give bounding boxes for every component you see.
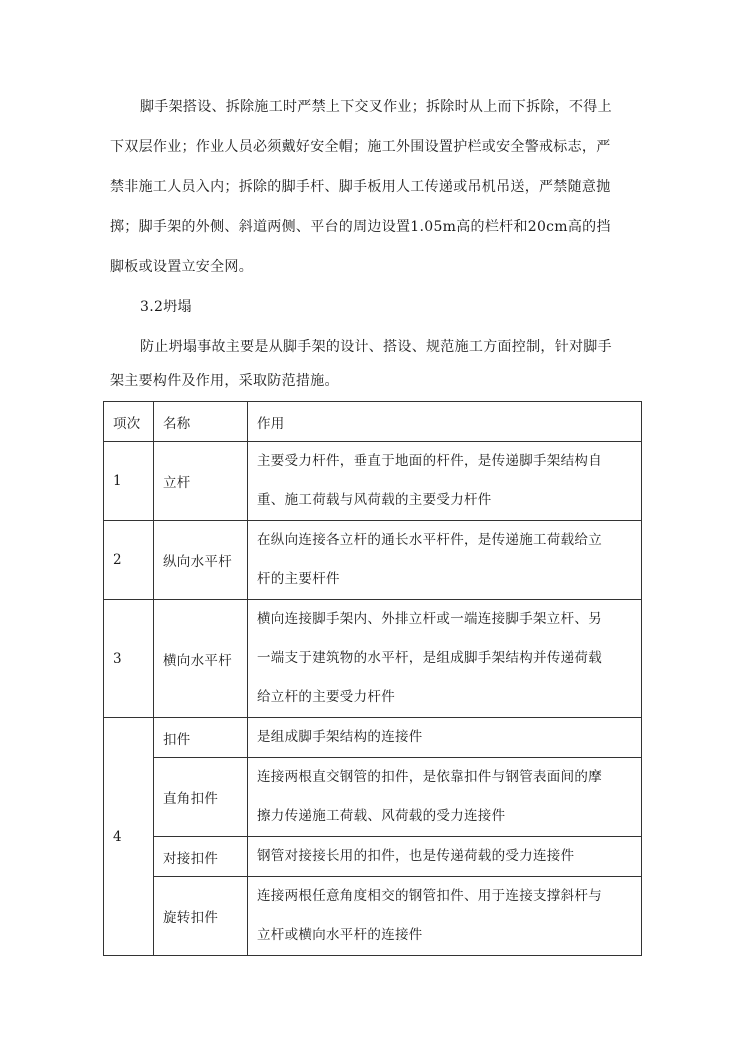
row-number: 3 [104, 600, 154, 718]
table-row [104, 837, 642, 877]
row-name: 旋转扣件 [154, 877, 248, 956]
desc-line: 擦力传递施工荷载、风荷载的受力连接件 [257, 808, 506, 824]
desc-line: 横向连接脚手架内、外排立杆或一端连接脚手架立杆、另 [257, 611, 602, 627]
text-line: 脚手架搭设、拆除施工时严禁上下交叉作业；拆除时从上而下拆除，不得上 [140, 99, 612, 115]
desc-line: 杆的主要杆件 [257, 571, 340, 587]
table-row [104, 521, 642, 600]
row-number: 2 [104, 521, 154, 600]
row-desc [248, 521, 642, 600]
row-number: 1 [104, 442, 154, 521]
desc-line: 主要受力杆件，垂直于地面的杆件，是传递脚手架结构自 [257, 453, 602, 469]
row-desc [248, 600, 642, 718]
table-row [104, 758, 642, 837]
desc-line: 连接两根任意角度相交的钢管扣件、用于连接支撑斜杆与 [257, 888, 602, 904]
desc-line: 给立杆的主要受力杆件 [257, 689, 395, 705]
row-name: 横向水平杆 [154, 600, 248, 718]
row-desc [248, 837, 642, 877]
row-name: 直角扣件 [154, 758, 248, 837]
text-line: 架主要构件及作用，采取防范措施。 [110, 373, 339, 389]
desc-line: 钢管对接接长用的扣件，也是传递荷载的受力连接件 [257, 848, 575, 864]
desc-line: 一端支于建筑物的水平杆，是组成脚手架结构并传递荷载 [257, 650, 602, 666]
row-number: 4 [104, 718, 154, 956]
text-line: 下双层作业；作业人员必须戴好安全帽；施工外围设置护栏或安全警戒标志，严 [110, 139, 611, 155]
header-cell: 作用 [248, 402, 642, 442]
row-desc [248, 758, 642, 837]
table-row [104, 442, 642, 521]
text-line: 禁非施工人员入内；拆除的脚手杆、脚手板用人工传递或吊机吊送，严禁随意抛 [110, 179, 611, 195]
row-name: 对接扣件 [154, 837, 248, 877]
row-name: 立杆 [154, 442, 248, 521]
header-cell: 项次 [104, 402, 154, 442]
desc-line: 连接两根直交钢管的扣件，是依靠扣件与钢管表面间的摩 [257, 769, 602, 785]
section-heading: 3.2坍塌 [140, 299, 192, 315]
row-name: 纵向水平杆 [154, 521, 248, 600]
row-desc [248, 442, 642, 521]
table-row [104, 877, 642, 956]
text-line: 防止坍塌事故主要是从脚手架的设计、搭设、规范施工方面控制，针对脚手 [140, 339, 612, 355]
components-table [103, 401, 642, 956]
row-desc [248, 877, 642, 956]
table-row [104, 600, 642, 718]
desc-line: 重、施工荷载与风荷载的主要受力杆件 [257, 492, 492, 508]
row-desc [248, 718, 642, 758]
desc-line: 在纵向连接各立杆的通长水平杆件，是传递施工荷载给立 [257, 532, 602, 548]
desc-line: 是组成脚手架结构的连接件 [257, 729, 423, 745]
table-header-row [104, 402, 642, 442]
header-cell: 名称 [154, 402, 248, 442]
text-line: 脚板或设置立安全网。 [110, 259, 253, 275]
desc-line: 立杆或横向水平杆的连接件 [257, 927, 423, 943]
table-row [104, 718, 642, 758]
text-line: 掷；脚手架的外侧、斜道两侧、平台的周边设置1.05m高的栏杆和20cm高的挡 [110, 219, 611, 235]
row-name: 扣件 [154, 718, 248, 758]
